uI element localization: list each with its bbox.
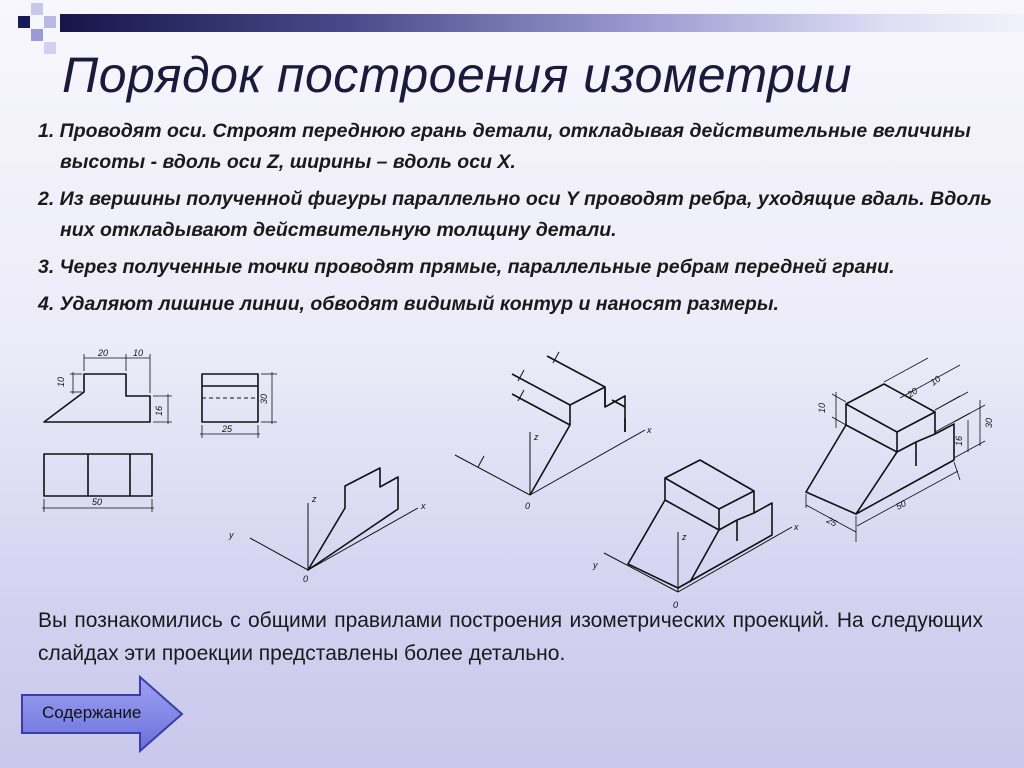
step-2: 2. Из вершины полученной фигуры параллельно оси Y проводят ребра, уходящие вдаль. Вдоль них откладывают действительную толщину детали. [38,188,992,241]
axis-z-label: z [312,494,317,504]
dim-label: 30 [984,417,994,428]
iso-step1-drawing [228,468,426,584]
dim-label: 10 [817,402,827,413]
dim-label: 10 [928,373,943,388]
dim-label: 20 [98,348,109,358]
iso-step4-drawing [806,358,994,542]
dim-label: 10 [56,376,66,387]
dim-label: 30 [259,393,269,404]
drawings-area [0,345,1024,620]
contents-nav-label: Содержание [42,703,142,722]
dim-label: 20 [905,385,920,400]
summary-text: Вы познакомились с общими правилами построения изометрических проекций. На следующих слайдах эти проекции представлены более детально. [38,609,983,665]
axis-z-label: z [534,432,539,442]
dim-label: 25 [825,514,839,529]
decor-square [18,16,30,28]
decor-square [31,29,43,41]
drawings-svg [0,345,1024,620]
axis-y-label: y [593,560,598,570]
steps-list [38,116,998,326]
decor-square [31,3,43,15]
axis-x-label: x [647,425,652,435]
iso-step3-drawing [592,460,799,610]
iso-step2-drawing [455,352,652,511]
dim-label: 50 [894,498,908,512]
top-view-drawing [42,454,154,512]
origin-label: 0 [303,574,309,584]
page-title: Порядок построения изометрии [62,47,853,103]
axis-x-label: x [794,522,799,532]
step-3: 3. Через полученные точки проводят прямые, параллельные ребрам передней грани. [38,256,895,278]
axis-y-label: y [229,530,234,540]
dim-label: 16 [954,435,964,446]
title-bar-decoration [60,14,1024,32]
origin-label: 0 [673,600,679,610]
dim-label: 10 [133,348,144,358]
decor-square [44,42,56,54]
step-4: 4. Удаляют лишние линии, обводят видимый контур и наносят размеры. [38,293,779,315]
origin-label: 0 [525,501,531,511]
side-view-drawing [200,372,277,438]
dim-label: 50 [92,497,103,507]
contents-nav-button[interactable] [20,675,185,753]
front-view-drawing [44,348,172,424]
decor-square [44,16,56,28]
axis-z-label: z [682,532,687,542]
axis-x-label: x [421,501,426,511]
dim-label: 16 [154,405,164,416]
step-1: 1. Проводят оси. Строят переднюю грань детали, откладывая действительные величины высоты - вдоль оси Z, ширины – вдоль оси X. [38,120,971,173]
dim-label: 25 [222,424,233,434]
